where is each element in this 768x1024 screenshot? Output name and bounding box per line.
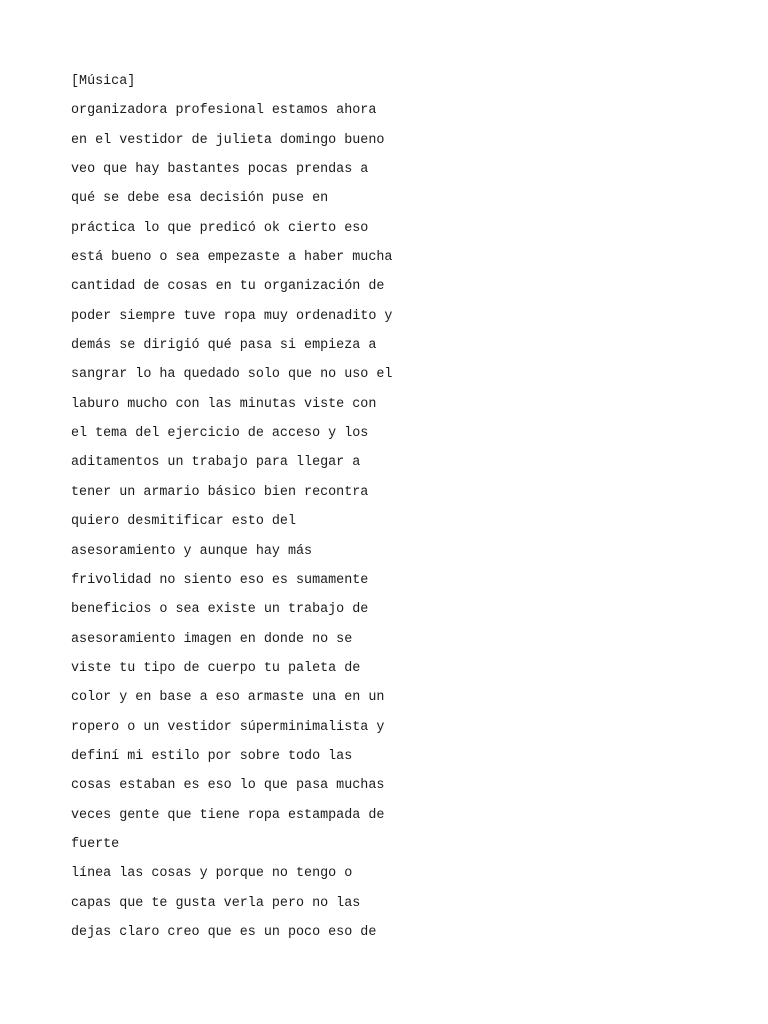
transcript-text — [71, 67, 392, 947]
transcript-line: está bueno o sea empezaste a haber mucha — [71, 250, 393, 266]
transcript-line: beneficios o sea existe un trabajo de — [71, 602, 369, 618]
transcript-line: cosas estaban es eso lo que pasa muchas — [71, 778, 385, 794]
transcript-line: dejas claro creo que es un poco eso de — [71, 924, 377, 940]
transcript-line: viste tu tipo de cuerpo tu paleta de — [71, 660, 361, 676]
transcript-line: quiero desmitificar esto del — [71, 514, 296, 530]
transcript-line: aditamentos un trabajo para llegar a — [71, 455, 361, 471]
transcript-line: poder siempre tuve ropa muy ordenadito y — [71, 308, 393, 324]
transcript-line: ropero o un vestidor súperminimalista y — [71, 719, 385, 735]
transcript-line: asesoramiento imagen en donde no se — [71, 631, 353, 647]
transcript-line: qué se debe esa decisión puse en — [71, 191, 329, 207]
transcript-line: laburo mucho con las minutas viste con — [71, 396, 377, 412]
transcript-line: sangrar lo ha quedado solo que no uso el — [71, 367, 393, 383]
transcript-line: veces gente que tiene ropa estampada de — [71, 807, 385, 823]
transcript-line: fuerte — [71, 836, 120, 852]
transcript-line: definí mi estilo por sobre todo las — [71, 748, 353, 764]
transcript-line: asesoramiento y aunque hay más — [71, 543, 313, 559]
transcript-line: en el vestidor de julieta domingo bueno — [71, 132, 385, 148]
transcript-line: el tema del ejercicio de acceso y los — [71, 426, 369, 442]
transcript-line: veo que hay bastantes pocas prendas a — [71, 162, 369, 178]
transcript-line: práctica lo que predicó ok cierto eso — [71, 220, 369, 236]
transcript-line: capas que te gusta verla pero no las — [71, 895, 361, 911]
transcript-line: frivolidad no siento eso es sumamente — [71, 572, 369, 588]
transcript-line: organizadora profesional estamos ahora — [71, 103, 377, 119]
transcript-line: línea las cosas y porque no tengo o — [71, 866, 353, 882]
transcript-line: tener un armario básico bien recontra — [71, 484, 369, 500]
transcript-line: demás se dirigió qué pasa si empieza a — [71, 338, 377, 354]
transcript-line: [Música] — [71, 74, 136, 89]
transcript-line: cantidad de cosas en tu organización de — [71, 279, 385, 295]
transcript-line: color y en base a eso armaste una en un — [71, 690, 385, 706]
